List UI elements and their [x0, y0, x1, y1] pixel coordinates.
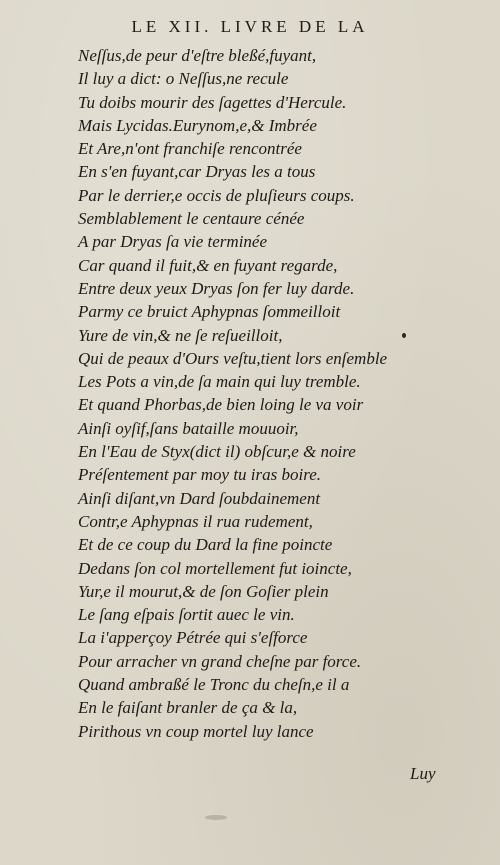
verse-line: Qui de peaux d'Ours veſtu,tient lors enſemble: [78, 348, 388, 368]
verse-line: Yur,e il mourut,& de ſon Goſier plein: [78, 581, 329, 601]
verse-line: A par Dryas ſa vie terminée: [78, 232, 268, 252]
verse-line: Entre deux yeux Dryas ſon fer luy darde.: [78, 278, 355, 298]
verse-line: La i'apperçoy Pétrée qui s'eſforce: [78, 628, 308, 648]
verse-line: Neſſus,de peur d'eſtre bleßé,fuyant,: [78, 46, 317, 65]
verse-line: Parmy ce bruict Aphypnas ſommeilloit: [78, 302, 341, 322]
verse-line: Et Are,n'ont franchiſe rencontrée: [78, 139, 302, 159]
verse-line: Il luy a dict: o Neſſus,ne recule: [78, 69, 289, 89]
verse-line: Car quand il fuit,& en fuyant regarde,: [78, 255, 338, 275]
verse-line: Mais Lycidas.Eurynom,e,& Imbrée: [78, 115, 317, 135]
running-header: LE XII. LIVRE DE LA: [131, 17, 369, 36]
verse-line: Ainſi diſant,vn Dard ſoubdainement: [78, 488, 321, 508]
verse-line: Et quand Phorbas,de bien loing le va voir: [78, 395, 364, 415]
verse-line: Semblablement le centaure cénée: [78, 209, 305, 229]
verse-line: Ainſi oyſif,ſans bataille mouuoir,: [78, 418, 299, 438]
verse-line: Pour arracher vn grand cheſne par force.: [78, 651, 362, 671]
verse-line: Le ſang eſpais ſortit auec le vin.: [78, 605, 295, 625]
verse-line: Et de ce coup du Dard la fine poincte: [78, 535, 333, 555]
verse-block: [78, 44, 488, 743]
verse-line: En l'Eau de Styx(dict il) obſcur,e & noire: [78, 442, 356, 462]
paper-smudge: [205, 815, 227, 820]
verse-line: Par le derrier,e occis de pluſieurs coups.: [78, 185, 355, 205]
verse-line: Yure de vin,& ne ſe reſueilloit,: [78, 325, 283, 345]
verse-line: Dedans ſon col mortellement fut ioincte,: [78, 558, 352, 578]
verse-line: Contr,e Aphypnas il rua rudement,: [78, 511, 313, 531]
verse-line: En le faiſant branler de ça & la,: [78, 698, 298, 718]
verse-line: Quand ambraßé le Tronc du cheſn,e il a: [78, 675, 350, 695]
verse-line: En s'en fuyant,car Dryas les a tous: [78, 162, 316, 182]
verse-line: Pirithous vn coup mortel luy lance: [78, 721, 314, 741]
verse-line: Tu doibs mourir des ſagettes d'Hercule.: [78, 92, 347, 112]
verse-line: Les Pots a vin,de ſa main qui luy tremble.: [78, 372, 361, 392]
verse-line: Préſentement par moy tu iras boire.: [78, 465, 321, 485]
ink-spot: [402, 333, 406, 338]
catchword: Luy: [410, 764, 436, 783]
